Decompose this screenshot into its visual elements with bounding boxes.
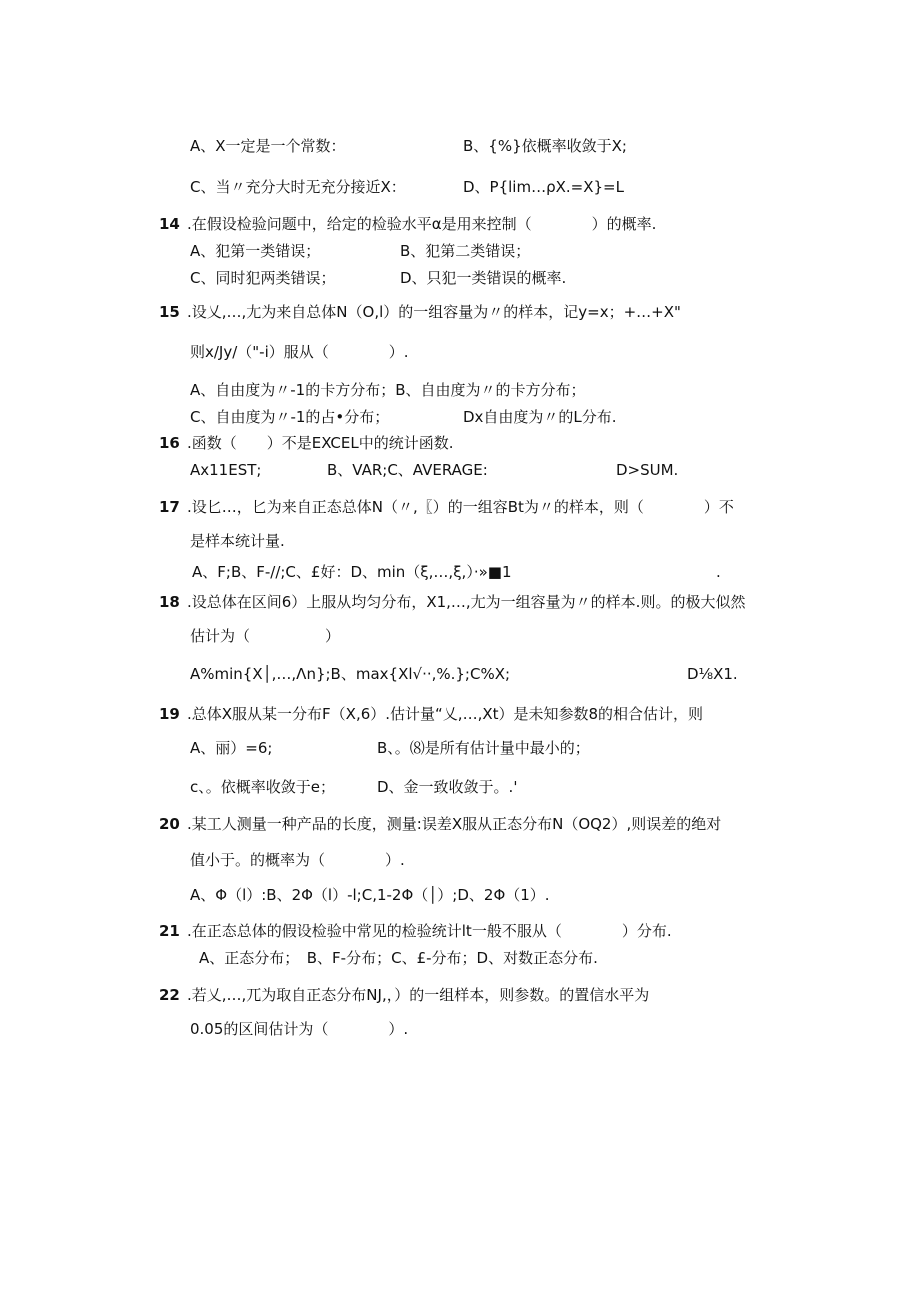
q19-option-b: B、。⑻是所有估计量中最小的；	[377, 739, 590, 757]
q22-number: 22	[159, 986, 180, 1004]
q18-option-d: D⅛X1.	[687, 665, 738, 683]
q14-number: 14	[159, 215, 180, 233]
q13-option-a: A、X一定是一个常数：	[190, 137, 346, 155]
q15-text-2: 则x/Jy/（"-i）服从（ ）.	[190, 343, 409, 361]
q18-number: 18	[159, 593, 180, 611]
q18-text-2: 估计为（ ）	[190, 627, 341, 645]
q17-options-end: .	[716, 563, 721, 581]
q19-option-d: D、金一致收敛于。.'	[377, 778, 518, 796]
q15-text: .设乂,…,尢为来自总体N（O,l）的一组容量为〃的样本，记y=x；+…+X"	[187, 303, 681, 321]
q15-number: 15	[159, 303, 180, 321]
q19-option-a: A、丽）=6;	[190, 739, 273, 757]
q20-text: .某工人测量一种产品的长度，测量:误差X服从正态分布N（OQ2）,则误差的绝对	[187, 815, 722, 833]
q18-options-abc: A%min{X│,…,Λn};B、max{Xl√··,%.};C%X;	[190, 665, 511, 683]
q15-option-d: Dx自由度为〃的L分布.	[463, 408, 617, 426]
q20-number: 20	[159, 815, 180, 833]
q22-text-2: 0.05的区间估计为（ ）.	[190, 1020, 409, 1038]
q17-options: A、F;B、F-//;C、£好：D、min（ξ,…,ξ,）·»■1	[192, 563, 512, 581]
q17-number: 17	[159, 498, 180, 516]
q20-text-2: 值小于。的概率为（ ）.	[190, 851, 405, 869]
q17-text: .设匕…，匕为来自正态总体N（〃,〖）的一组容Bt为〃的样本，则（ ）不	[187, 498, 734, 516]
q19-number: 19	[159, 705, 180, 723]
q16-text: .函数（ ）不是EXCEL中的统计函数.	[187, 434, 454, 452]
q14-option-c: C、同时犯两类错误；	[190, 269, 336, 287]
q16-option-d: D>SUM.	[616, 461, 679, 479]
q16-number: 16	[159, 434, 180, 452]
q21-text: .在正态总体的假设检验中常见的检验统计lt一般不服从（ ）分布.	[187, 922, 672, 940]
q13-option-c: C、当〃充分大时无充分接近X：	[190, 178, 406, 196]
q14-option-b: B、犯第二类错误；	[400, 242, 531, 260]
q21-options: A、正态分布； B、F-分布；C、£-分布；D、对数正态分布.	[199, 949, 598, 967]
q19-option-c: c、。依概率收敛于e；	[190, 778, 335, 796]
q15-option-ab: A、自由度为〃-1的卡方分布；B、自由度为〃的卡方分布；	[190, 381, 586, 399]
q20-options: A、Φ（l）:B、2Φ（l）-l;C,1-2Φ（│）;D、2Φ（1）.	[190, 886, 550, 904]
q14-option-a: A、犯第一类错误；	[190, 242, 321, 260]
q14-text: .在假设检验问题中，给定的检验水平α是用来控制（ ）的概率.	[187, 215, 657, 233]
q16-option-bc: B、VAR;C、AVERAGE:	[327, 461, 488, 479]
q19-text: .总体X服从某一分布F（X,6）.估计量“乂,…,Xt）是未知参数8的相合估计，则	[187, 705, 704, 723]
q16-option-a: Ax11EST;	[190, 461, 262, 479]
q21-number: 21	[159, 922, 180, 940]
q22-text: .若乂,…,兀为取自正态分布NJ,，）的一组样本，则参数。的置信水平为	[187, 986, 650, 1004]
q15-option-c: C、自由度为〃-1的占•分布；	[190, 408, 390, 426]
q13-option-d: D、P{lim…ρX.=X}=L	[463, 178, 624, 196]
q17-text-2: 是样本统计量.	[190, 532, 285, 550]
q18-text: .设总体在区间6）上服从均匀分布，X1,…,尢为一组容量为〃的样本.则。的极大似然	[187, 593, 746, 611]
q13-option-b: B、{%}依概率收敛于X;	[463, 137, 627, 155]
q14-option-d: D、只犯一类错误的概率.	[400, 269, 567, 287]
